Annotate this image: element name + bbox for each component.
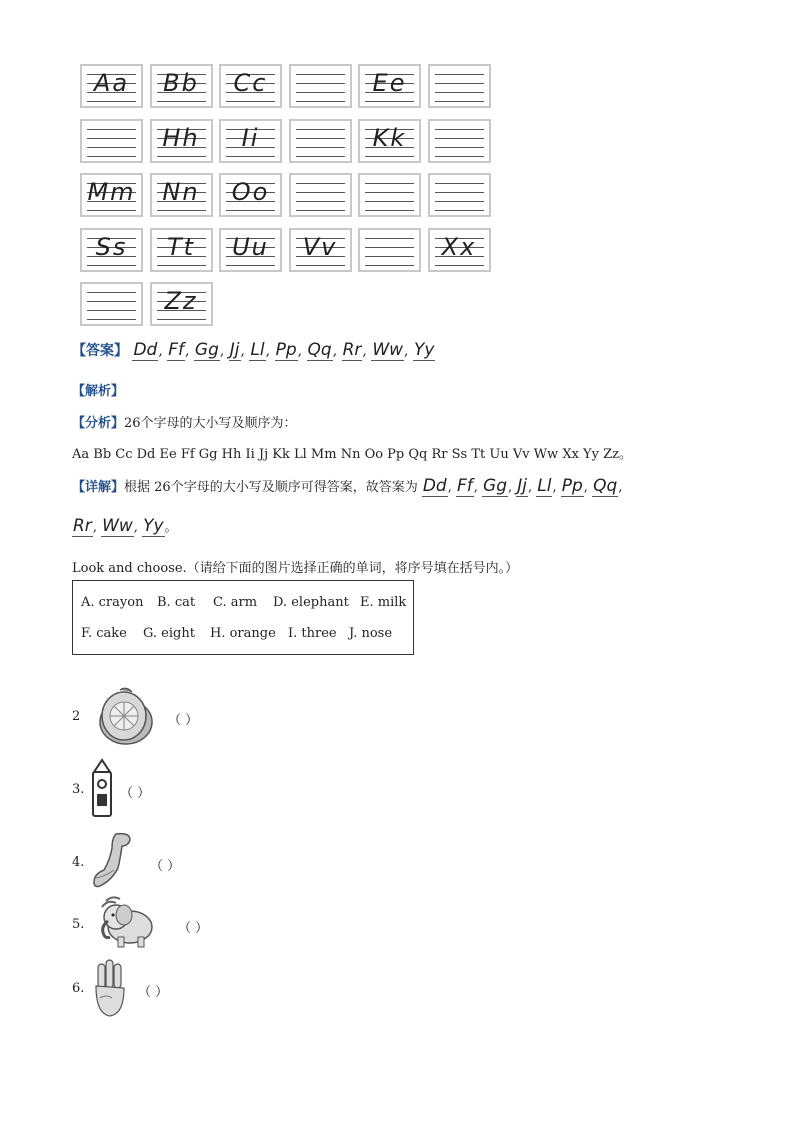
answer-item: Rr — [342, 340, 362, 360]
three-fingers-picture — [92, 958, 128, 1018]
letter-cell — [289, 228, 352, 272]
writing-line — [296, 183, 345, 184]
elephant-leg — [138, 937, 144, 947]
writing-line — [87, 138, 136, 139]
elephant-leg — [118, 937, 124, 947]
writing-line — [365, 156, 414, 157]
cell-letters: Mm — [87, 178, 136, 206]
writing-line — [296, 101, 345, 102]
writing-line — [87, 319, 136, 320]
cell-letters: Oo — [231, 178, 270, 206]
letter-cell — [428, 119, 491, 163]
xiangjie-tag: 【详解】 — [72, 480, 125, 495]
option: E. milk — [360, 595, 407, 610]
writing-line — [87, 301, 136, 302]
separator: , — [528, 480, 537, 495]
answer-item: Ff — [457, 476, 473, 496]
answer-item: Gg — [194, 340, 219, 360]
letter-cell — [80, 228, 143, 272]
answer-item: Ww — [372, 340, 404, 360]
answer-item: Rr — [73, 516, 92, 536]
writing-line — [87, 147, 136, 148]
letter-cell — [150, 173, 213, 217]
letter-cell — [289, 173, 352, 217]
writing-line — [296, 83, 345, 84]
writing-line — [435, 265, 484, 266]
letter-cell — [358, 119, 421, 163]
writing-line — [435, 129, 484, 130]
separator: , — [158, 343, 168, 359]
answer-item: Dd — [422, 476, 447, 496]
analysis-xiangjie-cont — [72, 516, 178, 536]
cell-letters: Aa — [93, 69, 130, 97]
cell-letters: Uu — [232, 232, 269, 261]
arm-picture — [90, 830, 138, 892]
letter-cell — [150, 282, 213, 326]
cell-letters: Cc — [233, 69, 268, 97]
letter-cell — [358, 173, 421, 217]
writing-line — [435, 183, 484, 184]
option: A. crayon — [81, 595, 144, 610]
option: F. cake — [81, 626, 127, 641]
writing-line — [87, 265, 136, 266]
writing-line — [87, 129, 136, 130]
letter-cell — [358, 228, 421, 272]
writing-line — [226, 210, 275, 211]
question-number: 3. — [72, 782, 85, 797]
elephant-eye — [112, 914, 115, 917]
letter-cell — [428, 64, 491, 108]
separator: , — [265, 343, 275, 359]
answer-item: Yy — [143, 516, 164, 536]
writing-line — [365, 256, 414, 257]
writing-line — [87, 292, 136, 293]
answer-paren: （ ） — [178, 921, 209, 936]
answer-item: Pp — [561, 476, 583, 496]
letter-cell — [80, 64, 143, 108]
elephant-ear — [116, 905, 132, 925]
separator: , — [583, 480, 593, 495]
writing-line — [296, 129, 345, 130]
letter-cell — [219, 64, 282, 108]
option: J. nose — [349, 626, 393, 641]
cell-letters: Ii — [241, 123, 260, 152]
writing-line — [435, 92, 484, 93]
arm-shape — [94, 834, 130, 887]
writing-line — [157, 101, 206, 102]
letter-cell — [80, 119, 143, 163]
writing-line — [296, 210, 345, 211]
writing-line — [365, 192, 414, 193]
letter-cell — [150, 119, 213, 163]
crayon-label-circle — [98, 780, 106, 788]
writing-line — [226, 101, 275, 102]
writing-line — [435, 156, 484, 157]
writing-line — [435, 83, 484, 84]
cell-letters: Nn — [162, 178, 200, 206]
answer-paren: （ ） — [150, 859, 181, 874]
period: 。 — [164, 520, 178, 535]
writing-line — [365, 265, 414, 266]
xiangjie-text: 根据 26个字母的大小写及顺序可得答案，故答案为 — [124, 480, 418, 495]
writing-line — [365, 101, 414, 102]
writing-line — [87, 156, 136, 157]
analysis-fenxi — [72, 412, 297, 431]
analysis-tag: 【解析】 — [72, 384, 125, 399]
separator: , — [404, 343, 413, 359]
option: H. orange — [210, 626, 276, 641]
separator: , — [219, 343, 229, 359]
answer-item: Qq — [307, 340, 332, 360]
writing-line — [296, 147, 345, 148]
question-number: 6. — [72, 981, 85, 996]
writing-line — [296, 201, 345, 202]
fenxi-text: 26个字母的大小写及顺序为： — [124, 416, 297, 431]
separator: , — [473, 480, 483, 495]
palm — [96, 986, 124, 1016]
water-spray — [106, 897, 120, 901]
writing-line — [226, 156, 275, 157]
answer-tag: 【答案】 — [72, 343, 128, 359]
letter-cell — [219, 228, 282, 272]
writing-line — [157, 319, 206, 320]
letter-cell — [219, 119, 282, 163]
option: D. elephant — [273, 595, 349, 610]
letter-cell — [80, 282, 143, 326]
crayon-label-band — [97, 794, 107, 806]
writing-line — [435, 147, 484, 148]
writing-line — [435, 74, 484, 75]
separator: , — [297, 343, 307, 359]
letter-cell — [289, 64, 352, 108]
cell-letters: Bb — [163, 69, 199, 97]
writing-line — [296, 92, 345, 93]
answer-item: Ww — [102, 516, 133, 536]
cell-letters: Tt — [166, 232, 196, 261]
writing-line — [435, 138, 484, 139]
separator: , — [618, 480, 623, 495]
option: G. eight — [143, 626, 195, 641]
orange-segments — [110, 702, 138, 730]
separator: , — [133, 520, 143, 535]
writing-line — [296, 265, 345, 266]
writing-line — [87, 101, 136, 102]
writing-line — [365, 201, 414, 202]
answer-item: Dd — [133, 340, 158, 360]
answer-item: Qq — [593, 476, 618, 496]
letter-cell — [219, 173, 282, 217]
writing-line — [365, 247, 414, 248]
separator: , — [332, 343, 342, 359]
writing-line — [87, 310, 136, 311]
writing-line — [157, 156, 206, 157]
answer-item: Ll — [537, 476, 552, 496]
letter-cell — [150, 228, 213, 272]
answer-item: Ll — [250, 340, 265, 360]
separator: , — [240, 343, 250, 359]
writing-line — [87, 210, 136, 211]
letter-cell — [289, 119, 352, 163]
cell-letters: Ss — [95, 232, 128, 261]
separator: , — [92, 520, 102, 535]
finger — [98, 964, 105, 988]
crayon-tip — [94, 760, 110, 772]
writing-line — [435, 210, 484, 211]
finger — [106, 960, 113, 988]
answer-paren: （ ） — [168, 713, 199, 728]
writing-line — [296, 74, 345, 75]
writing-line — [435, 101, 484, 102]
writing-line — [365, 183, 414, 184]
options-box — [72, 580, 414, 655]
answer-paren: （ ） — [120, 786, 151, 801]
answer-row — [72, 340, 435, 360]
cell-letters: Vv — [302, 232, 338, 261]
separator: , — [447, 480, 456, 495]
separator: , — [185, 343, 194, 359]
answer-item: Ff — [168, 340, 185, 360]
writing-line — [296, 138, 345, 139]
answer-item: Jj — [229, 340, 240, 360]
crayon-picture — [88, 758, 116, 820]
question-number: 5. — [72, 917, 85, 932]
option: C. arm — [213, 595, 258, 610]
writing-line — [435, 192, 484, 193]
separator: , — [508, 480, 517, 495]
letter-cell — [358, 64, 421, 108]
finger — [114, 964, 121, 988]
cell-letters: Xx — [441, 232, 477, 261]
letter-cell — [428, 173, 491, 217]
writing-line — [296, 156, 345, 157]
cell-letters: Ee — [372, 69, 407, 97]
cell-letters: Hh — [162, 123, 200, 152]
writing-line — [365, 210, 414, 211]
answer-item: Pp — [275, 340, 297, 360]
orange-picture — [96, 686, 154, 746]
letter-order-text: Aa Bb Cc Dd Ee Ff Gg Hh Ii Jj Kk Ll Mm Nn Oo Pp Qq Rr Ss Tt Uu Vv Ww Xx Yy Zz。 — [72, 447, 632, 462]
writing-line — [157, 265, 206, 266]
letter-cell — [150, 64, 213, 108]
fenxi-tag: 【分析】 — [72, 416, 125, 431]
answer-item: Gg — [483, 476, 507, 496]
option: I. three — [288, 626, 337, 641]
letter-cell — [428, 228, 491, 272]
question-number: 4. — [72, 855, 85, 870]
writing-line — [296, 192, 345, 193]
option: B. cat — [157, 595, 196, 610]
letter-cell — [80, 173, 143, 217]
cell-letters: Zz — [164, 287, 198, 315]
writing-line — [365, 238, 414, 239]
answer-paren: （ ） — [138, 985, 169, 1000]
separator: , — [362, 343, 372, 359]
writing-line — [435, 201, 484, 202]
question-number: 2 — [72, 709, 81, 724]
cell-letters: Kk — [372, 123, 407, 152]
separator: , — [552, 480, 561, 495]
writing-line — [157, 210, 206, 211]
answer-item: Jj — [517, 476, 528, 496]
answer-item: Yy — [413, 340, 435, 360]
writing-line — [226, 265, 275, 266]
analysis-xiangjie — [72, 476, 622, 496]
elephant-picture — [92, 893, 162, 951]
look-instruction: Look and choose.（请给下面的图片选择正确的单词，将序号填在括号内。） — [72, 561, 519, 576]
